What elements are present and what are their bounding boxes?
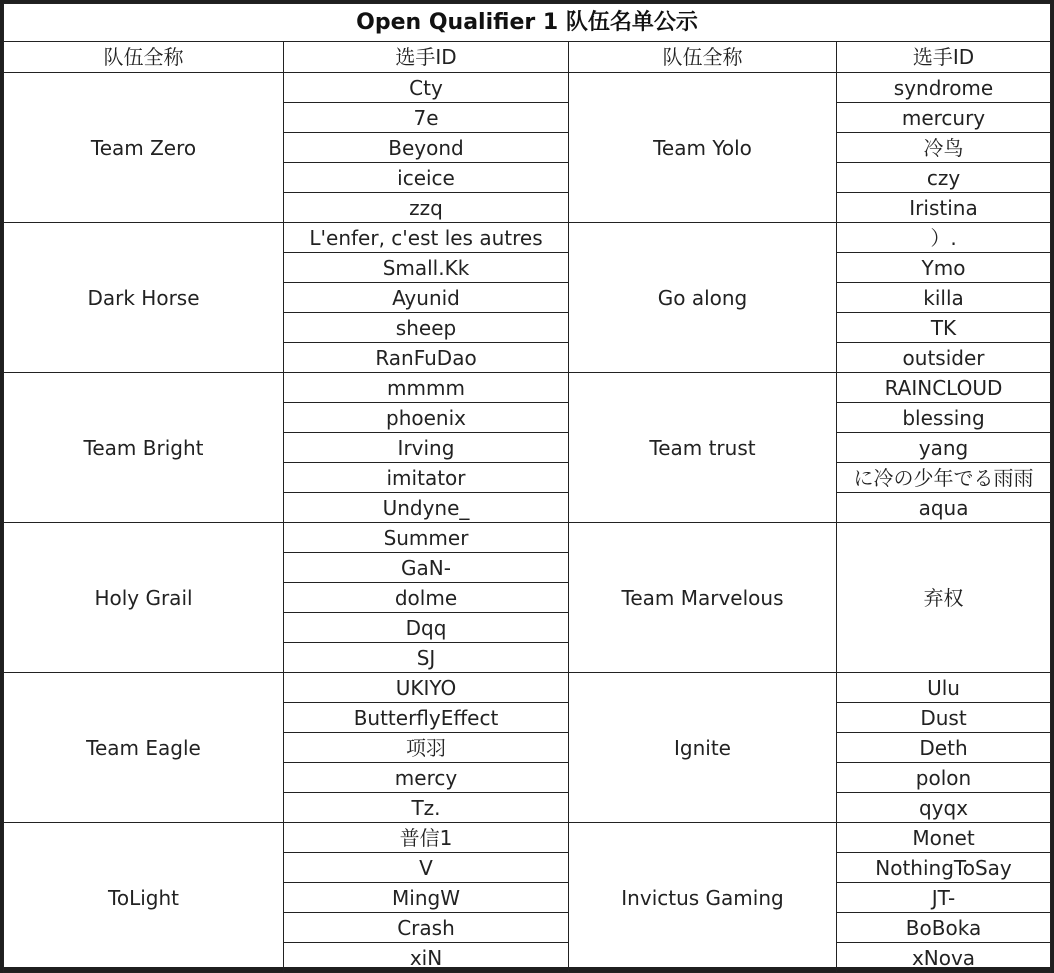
- player-id-cell: Summer: [284, 523, 569, 553]
- player-id-cell: dolme: [284, 583, 569, 613]
- player-id-cell: xNova: [837, 943, 1051, 973]
- player-id-cell: UKIYO: [284, 673, 569, 703]
- player-id-cell: 7e: [284, 103, 569, 133]
- player-id-cell: L'enfer, c'est les autres: [284, 223, 569, 253]
- header-player-id-left: 选手ID: [284, 42, 569, 73]
- player-id-cell: TK: [837, 313, 1051, 343]
- player-id-cell: czy: [837, 163, 1051, 193]
- player-id-cell: GaN-: [284, 553, 569, 583]
- player-id-cell: Dqq: [284, 613, 569, 643]
- forfeit-note-cell: 弃权: [837, 523, 1051, 673]
- player-id-cell: Beyond: [284, 133, 569, 163]
- player-id-cell: zzq: [284, 193, 569, 223]
- team-name-cell: Team Bright: [4, 373, 284, 523]
- player-id-cell: mmmm: [284, 373, 569, 403]
- table-row: [4, 673, 1051, 703]
- roster-table: [3, 3, 1051, 973]
- player-id-cell: Ymo: [837, 253, 1051, 283]
- player-id-cell: xiN: [284, 943, 569, 973]
- team-name-cell: Team Yolo: [569, 73, 837, 223]
- player-id-cell: 普信1: [284, 823, 569, 853]
- player-id-cell: ）.: [837, 223, 1051, 253]
- header-team-name-left: 队伍全称: [4, 42, 284, 73]
- player-id-cell: imitator: [284, 463, 569, 493]
- player-id-cell: outsider: [837, 343, 1051, 373]
- team-name-cell: Team Eagle: [4, 673, 284, 823]
- team-name-cell: Dark Horse: [4, 223, 284, 373]
- team-name-cell: Team Marvelous: [569, 523, 837, 673]
- player-id-cell: Ayunid: [284, 283, 569, 313]
- team-name-cell: ToLight: [4, 823, 284, 973]
- player-id-cell: Ulu: [837, 673, 1051, 703]
- player-id-cell: BoBoka: [837, 913, 1051, 943]
- player-id-cell: SJ: [284, 643, 569, 673]
- player-id-cell: Iristina: [837, 193, 1051, 223]
- player-id-cell: mercy: [284, 763, 569, 793]
- page-title: Open Qualifier 1 队伍名单公示: [4, 4, 1051, 42]
- player-id-cell: qyqx: [837, 793, 1051, 823]
- team-name-cell: Go along: [569, 223, 837, 373]
- team-name-cell: Team Zero: [4, 73, 284, 223]
- player-id-cell: RAINCLOUD: [837, 373, 1051, 403]
- player-id-cell: 项羽: [284, 733, 569, 763]
- table-row: [4, 223, 1051, 253]
- team-name-cell: Invictus Gaming: [569, 823, 837, 973]
- player-id-cell: Irving: [284, 433, 569, 463]
- player-id-cell: polon: [837, 763, 1051, 793]
- player-id-cell: Tz.: [284, 793, 569, 823]
- player-id-cell: Cty: [284, 73, 569, 103]
- player-id-cell: MingW: [284, 883, 569, 913]
- player-id-cell: に冷の少年でる雨雨: [837, 463, 1051, 493]
- title-row: [4, 4, 1051, 42]
- team-name-cell: Ignite: [569, 673, 837, 823]
- roster-sheet: [3, 3, 1050, 970]
- player-id-cell: Small.Kk: [284, 253, 569, 283]
- player-id-cell: JT-: [837, 883, 1051, 913]
- player-id-cell: Crash: [284, 913, 569, 943]
- player-id-cell: Undyne_: [284, 493, 569, 523]
- player-id-cell: killa: [837, 283, 1051, 313]
- player-id-cell: sheep: [284, 313, 569, 343]
- table-row: [4, 823, 1051, 853]
- header-row: [4, 42, 1051, 73]
- player-id-cell: RanFuDao: [284, 343, 569, 373]
- header-team-name-right: 队伍全称: [569, 42, 837, 73]
- header-player-id-right: 选手ID: [837, 42, 1051, 73]
- player-id-cell: Monet: [837, 823, 1051, 853]
- player-id-cell: ButterflyEffect: [284, 703, 569, 733]
- player-id-cell: blessing: [837, 403, 1051, 433]
- player-id-cell: aqua: [837, 493, 1051, 523]
- player-id-cell: 冷鸟: [837, 133, 1051, 163]
- player-id-cell: mercury: [837, 103, 1051, 133]
- player-id-cell: Dust: [837, 703, 1051, 733]
- player-id-cell: yang: [837, 433, 1051, 463]
- player-id-cell: phoenix: [284, 403, 569, 433]
- team-name-cell: Team trust: [569, 373, 837, 523]
- player-id-cell: Deth: [837, 733, 1051, 763]
- table-row: [4, 523, 1051, 553]
- player-id-cell: V: [284, 853, 569, 883]
- player-id-cell: syndrome: [837, 73, 1051, 103]
- table-row: [4, 73, 1051, 103]
- team-name-cell: Holy Grail: [4, 523, 284, 673]
- player-id-cell: NothingToSay: [837, 853, 1051, 883]
- table-row: [4, 373, 1051, 403]
- player-id-cell: iceice: [284, 163, 569, 193]
